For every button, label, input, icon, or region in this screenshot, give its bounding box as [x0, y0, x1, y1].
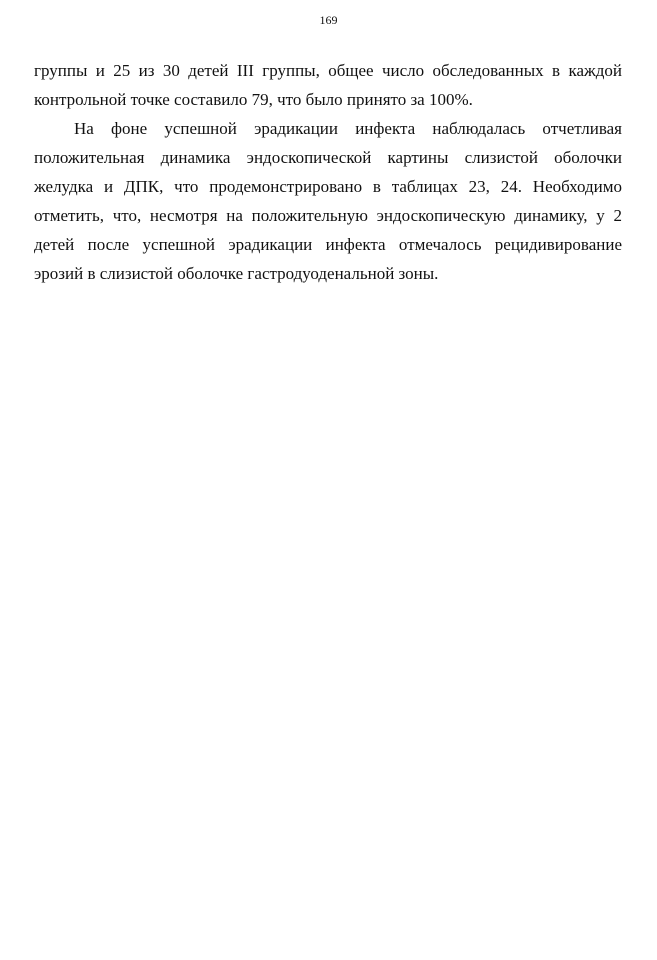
page-number: 169 — [319, 13, 338, 27]
text-line: эрозий в слизистой оболочке гастродуоденальной зоны. — [34, 264, 439, 283]
paragraph-first-line: На фоне успешной эрадикации инфекта наблюдалась отчетливая — [74, 119, 622, 138]
text-line: детей после успешной эрадикации инфекта отмечалось рецидивирование — [34, 235, 622, 254]
text-line: отметить, что, несмотря на положительную эндоскопическую динамику, у 2 — [34, 206, 622, 225]
text-line: положительная динамика эндоскопической картины слизистой оболочки — [34, 148, 622, 167]
text-line: желудка и ДПК, что продемонстрировано в таблицах 23, 24. Необходимо — [34, 177, 622, 196]
text-line: группы и 25 из 30 детей III группы, общее число обследованных в каждой — [34, 61, 622, 80]
text-line: контрольной точке составило 79, что было принято за 100%. — [34, 90, 473, 109]
body-text — [34, 56, 622, 288]
